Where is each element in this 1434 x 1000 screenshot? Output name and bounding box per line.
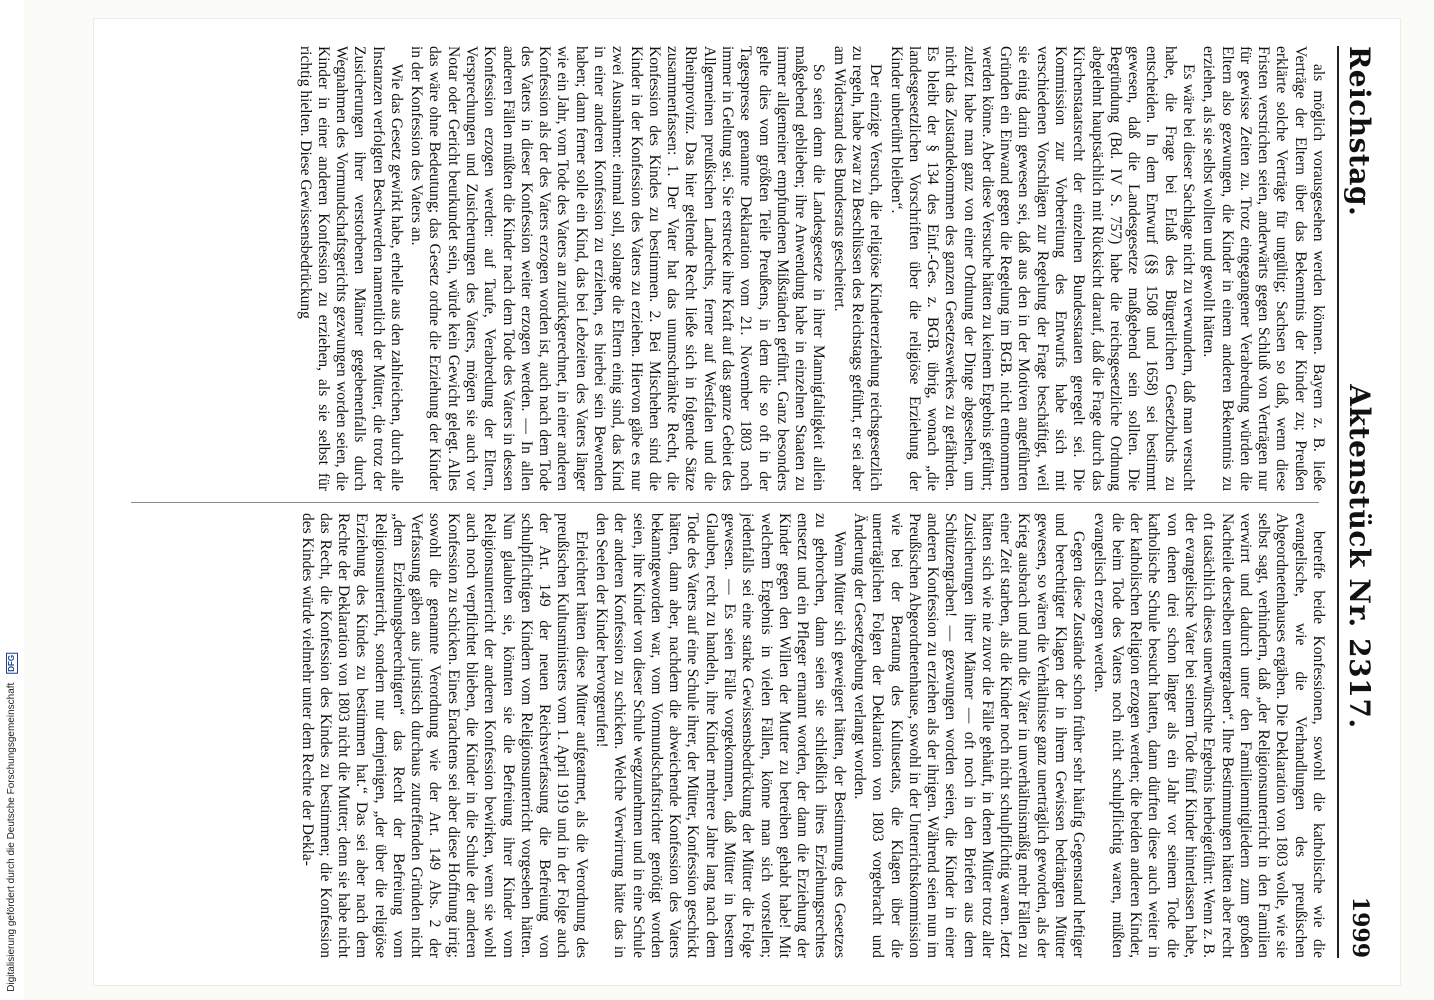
paragraph: Wie das Gesetz gewirkt habe, erhelle aus den zahlreichen, durch alle Instanzen verfolgten Beschwerden namentlich der Mütter, die trotz der Zusicherungen ihrer verstorbenen Männer gegebenenfalls durch Wegnahmen des Vormundschaftsgerichts gezwungen worden seien, die Kinder in einer anderen Konfession zu erziehen, als sie selbst für richtig hielten. Diese Gewissensbedrückung xyxy=(296,46,405,491)
digitization-credit xyxy=(0,0,24,1000)
header-left-title: Reichstag. xyxy=(1343,46,1377,217)
dfg-logo: DFG xyxy=(7,655,16,673)
header-document-number: Aktenstück Nr. 2317. xyxy=(1343,384,1377,729)
left-text-column xyxy=(117,46,1327,491)
credit-text: Digitalisierung gefördert durch die Deutsche Forschungsgemeinschaft xyxy=(6,682,17,992)
paragraph: Wenn Mütter sich geweigert hätten, der Bestimmung des Gesetzes zu gehorchen, dann seien sie schließlich ihres Erziehungsrechtes entsetzt und ein Pfleger ernannt worden, der dann die Erziehung der Kinder gegen den Willen der Mutter zu betreiben gehabt habe! Mit welchem Ergebnis in vielen Fällen, könne man sich vorstellen; jedenfalls sei eine starke Gewissensbedrückung der Mütter die Folge gewesen. — Es seien Fälle vorgekommen, daß Mütter in bestem Glauben, recht zu handeln, ihre Kinder mehrere Jahre lang nach dem Tode des Vaters auf eine Schule ihrer, der Mütter, Konfession geschickt hätten, dann aber, nachdem die abweichende Konfession des Vaters bekanntgeworden war, vom Vormundschaftsrichter genötigt worden seien, ihre Kinder von dieser Schule wegzunehmen und in eine Schule der anderen Konfession zu schicken. Welche Verwirrung hätte das in den Seelen der Kinder hervorgerufen! xyxy=(593,513,848,958)
paragraph: betreffe beide Konfessionen, sowohl die katholische wie die evangelische, wie die Verhandlungen des preußischen Abgeordnetenhauses ergäben. Die Deklaration von 1803 wolle, wie sie selbst sagt, verhindern, daß „der Religionsunterricht in den Familien verwirrt und dadurch unter den Familienmitgliedern zum großen Nachteile derselben untergraben“. Ihre Bestimmungen hätten aber recht oft tatsächlich dieses unerwünschte Ergebnis herbeigeführt: Wenn z. B. der evangelische Vater bei seinem Tode fünf Kinder hinterlassen habe, von denen drei schon länger als ein Jahr vor seinem Tode die katholische Schule besucht hatten, dann dürften diese auch weiter in der katholischen Religion erzogen werden; die beiden anderen Kinder, die beim Tode des Vaters noch nicht schulpflichtig waren, müßten evangelisch erzogen werden. xyxy=(1090,513,1327,958)
paragraph: als möglich vorausgesehen werden können. Bayern z. B. ließe Verträge der Eltern über das Bekenntnis der Kinder zu; Preußen erklärte solche Verträge für ungültig; Sachsen so daß, wenn diese Fristen verstrichen seien, anderwärts gegen Schluß von Verträgen nur für gewisse Zeiten zu. Trotz eingegangener Verabredung würden die Eltern also gezwungen, die Kinder in einem anderen Bekenntnis zu erziehen, als sie selbst wollten und gewollt hätten. xyxy=(1200,46,1327,491)
page-number: 1999 xyxy=(1347,896,1373,958)
running-header xyxy=(1337,46,1381,958)
paragraph: Es wäre bei dieser Sachlage nicht zu verwundern, daß man versucht habe, die Frage bei Erlaß des Bürgerlichen Gesetzbuchs zu entscheiden. In dem Entwurf (§§ 1508 und 1658) sei bestimmt gewesen, daß die Landesgesetze maßgebend sein sollten. Die Begründung (Bd. IV S. 757) habe die reichsgesetzliche Ordnung abgelehnt hauptsächlich mit Rücksicht darauf, daß die Frage durch das Kirchenstaatsrecht der einzelnen Bundesstaaten geregelt sei. Die Kommission zur Vorbereitung des Entwurfs habe sich mit verschiedenen Vorschlägen zur Regelung der Frage beschäftigt, weil sie einig darin gewesen sei, daß aus den in der Motiven angeführten Gründen ein Einwand gegen die Regelung im BGB. nicht entnommen werden könne. Aber diese Versuche hätten zu keinem Ergebnis geführt; zuletzt habe man ganz von einer Ordnung der Dinge abgesehen, um nicht das Zustandekommen des ganzen Gesetzeswerkes zu gefährden. Es bleibt der § 134 des Einf.-Ges. z. BGB. übrig, wonach „die landesgesetzlichen Vorschriften über die religiöse Erziehung der Kinder unberührt bleiben“. xyxy=(887,46,1198,491)
document-sheet xyxy=(93,18,1401,986)
paragraph: Gegen diese Zustände schon früher sehr häufig Gegenstand heftiger und berechtigter Klagen der in ihrem Gewissen bedrängten Mütter gewesen, so wären die Verhältnisse ganz unerträglich geworden, als der Krieg ausbrach und nun die Väter in unverhältnismäßig mehr Fällen zu einer Zeit starben, als die Kinder noch nicht schulpflichtig waren. Jetzt hätten sich wie nie zuvor die Fälle gehäuft, in denen Mütter trotz aller Zusicherungen ihrer Männer — oft noch in den Briefen aus dem Schützengraben! — gezwungen worden seien, die Kinder in einer anderen Konfession zu erziehen als der ihrigen. Während seien nun im Preußischen Abgeordnetenhause, sowohl in der Unterrichtskommission wie bei der Beratung des Kultusetats, die Klagen über die unerträglichen Folgen der Deklaration von 1803 vorgebracht und Änderung der Gesetzgebung verlangt worden. xyxy=(850,513,1088,958)
rotated-document-scan xyxy=(93,18,1401,986)
right-text-column xyxy=(117,513,1327,958)
paragraph: So seien denn die Landesgesetze in ihrer Mannigfaltigkeit allein maßgebend geblieben; ihre Anwendung habe in einzelnen Staaten zu immer allgemeiner empfundenen Mißständen geführt. Ganz besonders gelte dies vom größten Teile Preußens, in dem die so oft in der Tagespresse genannte Deklaration vom 21. November 1803 noch immer in Geltung sei. Sie erstrecke ihre Kraft auf das ganze Gebiet des Allgemeinen preußischen Landrechts, ferner auf Westfalen und die Rheinprovinz. Das hier geltende Recht ließe sich in folgende Sätze zusammenfassen: 1. Der Vater hat das unumschränkte Recht, die Konfession des Kindes zu bestimmen. 2. Bei Mischehen sind die Kinder in der Konfession des Vaters zu erziehen. Hiervon gäbe es nur zwei Ausnahmen: einmal soll, solange die Eltern einig sind, das Kind in einer anderen Konfession zu erziehen, es hierbei sein Bewenden haben; dann ferner solle ein Kind, das bei Lebzeiten des Vaters länger wie ein Jahr, vom Tode des Vaters an zurückgerechnet, in einer anderen Konfession als der des Vaters erzogen worden ist, auch nach dem Tode des Vaters in dieser Konfession weiter erzogen werden. — In allen anderen Fällen müßten die Kinder nach dem Tode des Vaters in dessen Konfession erzogen werden: auf Taufe, Verabredung der Eltern, Versprechungen und Zusicherungen des Vaters, mögen sie auch vor Notar oder Gericht beurkundet sein, würde kein Gewicht gelegt. Alles das wäre ohne Bedeutung; das Gesetz ordne die Erziehung der Kinder in der Konfession des Vaters an. xyxy=(408,46,828,491)
paragraph: Der einzige Versuch, die religiöse Kindererziehung reichsgesetzlich zu regeln, habe zwar zu Beschlüssen des Reichstags geführt, er sei aber am Widerstand des Bundesrats gescheitert. xyxy=(830,46,885,491)
digitization-credit-text xyxy=(6,653,18,992)
two-column-body xyxy=(117,46,1327,958)
paragraph: Erleichtert hätten diese Mütter aufgeatmet, als die Verordnung des preußischen Kultusministers vom 1. April 1919 und in der Folge auch der Art. 149 der neuen Reichsverfassung die Befreiung von schulpflichtigen Kindern vom Religionsunterricht vorgesehen hätten. Nun glaubten sie, könnten sie die Befreiung ihrer Kinder vom Religionsunterricht der anderen Konfession bewirken, wenn sie wohl auch noch verpflichtet blieben, die Kinder in die Schule der anderen Konfession zu schicken. Eines Erachtens sei aber diese Hoffnung irrig; sowohl die genannte Verordnung wie der Art. 149 Abs. 2 der Verfassung gäben aus juristisch durchaus zutreffenden Gründen nicht „dem Erziehungsberechtigten“ das Recht der Befreiung vom Religionsunterricht, sondern nur demjenigen, „der über die religiöse Erziehung des Kindes zu bestimmen hat.“ Das sei aber nach dem Rechte der Deklaration von 1803 nicht die Mutter; denn sie habe nicht das Recht, die Konfession des Kindes zu bestimmen; die Konfession des Kindes würde vielmehr unter dem Rechte der Dekla- xyxy=(298,513,590,958)
